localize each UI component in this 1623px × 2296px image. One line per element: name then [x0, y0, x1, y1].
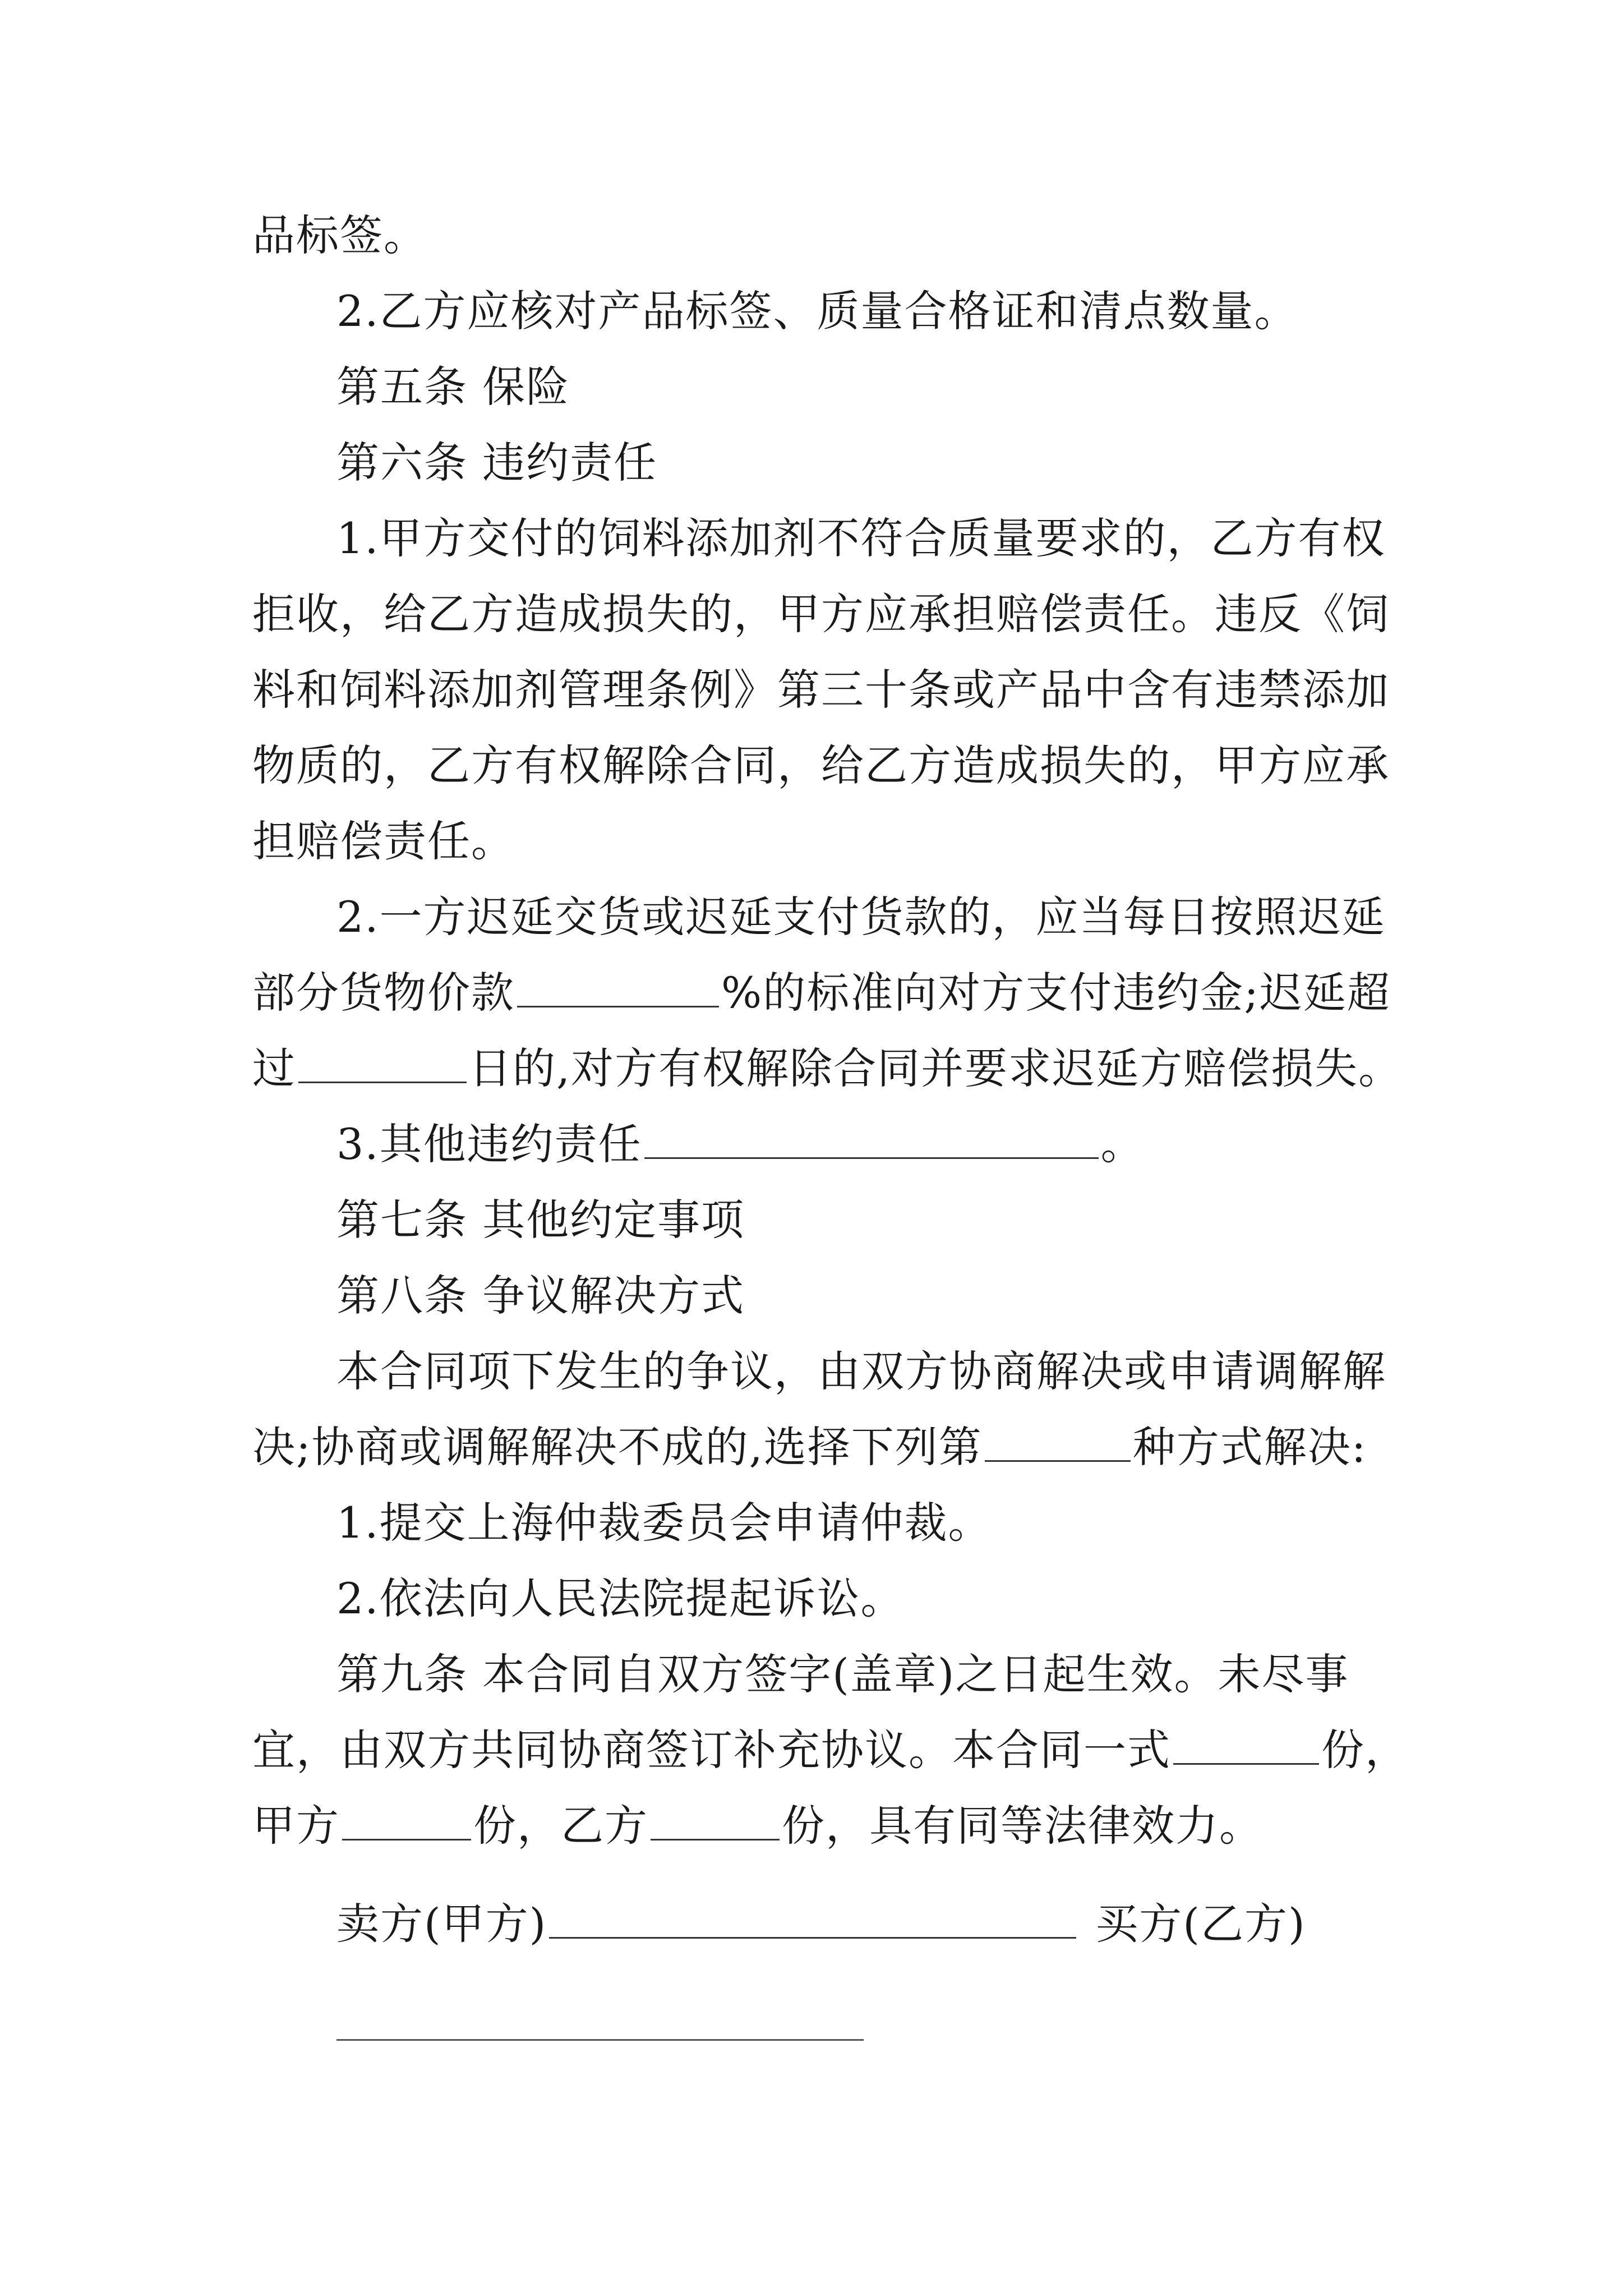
- text: 份，乙方: [473, 1801, 648, 1851]
- seller-signature-blank[interactable]: [549, 1900, 1076, 1939]
- text: 第七条 其他约定事项: [336, 1195, 745, 1245]
- text: 部分货物价款: [252, 968, 515, 1018]
- section-heading: [336, 359, 570, 415]
- text: 1.甲方交付的饲料添加剂不符合质量要求的，乙方有权: [336, 513, 1386, 563]
- buyer-signature-blank[interactable]: [336, 2039, 864, 2041]
- text: 品标签。: [252, 210, 427, 260]
- text-line: [336, 510, 1386, 567]
- fill-in-blank[interactable]: [342, 1802, 471, 1841]
- text-line: [252, 813, 515, 869]
- text-line: [336, 1116, 1145, 1172]
- text: 本合同项下发生的争议，由双方协商解决或申请调解解: [336, 1346, 1386, 1396]
- text: 甲方: [252, 1801, 340, 1851]
- text: 3.其他违约责任: [336, 1119, 642, 1169]
- text: 第六条 违约责任: [336, 438, 658, 487]
- text: 种方式解决:: [1132, 1422, 1367, 1472]
- text-line: [252, 1419, 1367, 1475]
- text: 担赔偿责任。: [252, 816, 515, 866]
- text-line: [252, 1798, 1263, 1854]
- text: 过: [252, 1043, 296, 1093]
- fill-in-blank[interactable]: [298, 1045, 467, 1083]
- text-line: [336, 1571, 905, 1627]
- text: 第五条 保险: [336, 362, 570, 412]
- text-line: [252, 738, 1390, 794]
- section-heading: [336, 435, 657, 491]
- text-line: [252, 662, 1390, 718]
- text-line: [252, 965, 1391, 1021]
- text: 第八条 争议解决方式: [336, 1271, 745, 1320]
- section-heading: [336, 1646, 1349, 1703]
- text-line: [336, 283, 1298, 339]
- fill-in-blank[interactable]: [644, 1120, 1099, 1159]
- text: 物质的，乙方有权解除合同，给乙方造成损失的，甲方应承: [252, 740, 1390, 790]
- seller-label: 卖方(甲方): [336, 1899, 547, 1949]
- text: 。: [1100, 1119, 1145, 1169]
- buyer-label: 买方(乙方): [1095, 1899, 1306, 1949]
- section-heading: [336, 1192, 745, 1248]
- text: 2.一方迟延交货或迟延支付货款的，应当每日按照迟延: [336, 892, 1386, 942]
- text-line: [336, 1495, 992, 1551]
- signature-line: [336, 1896, 1306, 1952]
- fill-in-blank[interactable]: [1173, 1726, 1319, 1765]
- text: 料和饲料添加剂管理条例》第三十条或产品中含有违禁添加: [252, 665, 1390, 715]
- text: 2.乙方应核对产品标签、质量合格证和清点数量。: [336, 286, 1298, 336]
- text: 份，具有同等法律效力。: [782, 1801, 1263, 1851]
- text: %的标准向对方支付违约金;迟延超: [721, 968, 1391, 1018]
- text: 宜，由双方共同协商签订补充协议。本合同一式: [252, 1725, 1171, 1775]
- text: 决;协商或调解解决不成的,选择下列第: [252, 1422, 983, 1472]
- fill-in-blank[interactable]: [517, 969, 719, 1007]
- text: 拒收，给乙方造成损失的，甲方应承担赔偿责任。违反《饲: [252, 589, 1390, 639]
- text: 1.提交上海仲裁委员会申请仲裁。: [336, 1498, 992, 1548]
- text: 份，: [1321, 1725, 1409, 1775]
- fill-in-blank[interactable]: [651, 1802, 780, 1841]
- text-line: [252, 208, 427, 264]
- text-line: [252, 1722, 1409, 1778]
- text-line: [336, 889, 1386, 945]
- text: 日的,对方有权解除合同并要求迟延方赔偿损失。: [469, 1043, 1403, 1093]
- text: 第九条 本合同自双方签字(盖章)之日起生效。未尽事: [336, 1649, 1349, 1699]
- fill-in-blank[interactable]: [985, 1423, 1131, 1462]
- section-heading: [336, 1268, 745, 1324]
- text-line: [252, 1041, 1402, 1097]
- text-line: [336, 1343, 1386, 1400]
- text: 2.依法向人民法院提起诉讼。: [336, 1573, 905, 1623]
- text-line: [252, 586, 1390, 642]
